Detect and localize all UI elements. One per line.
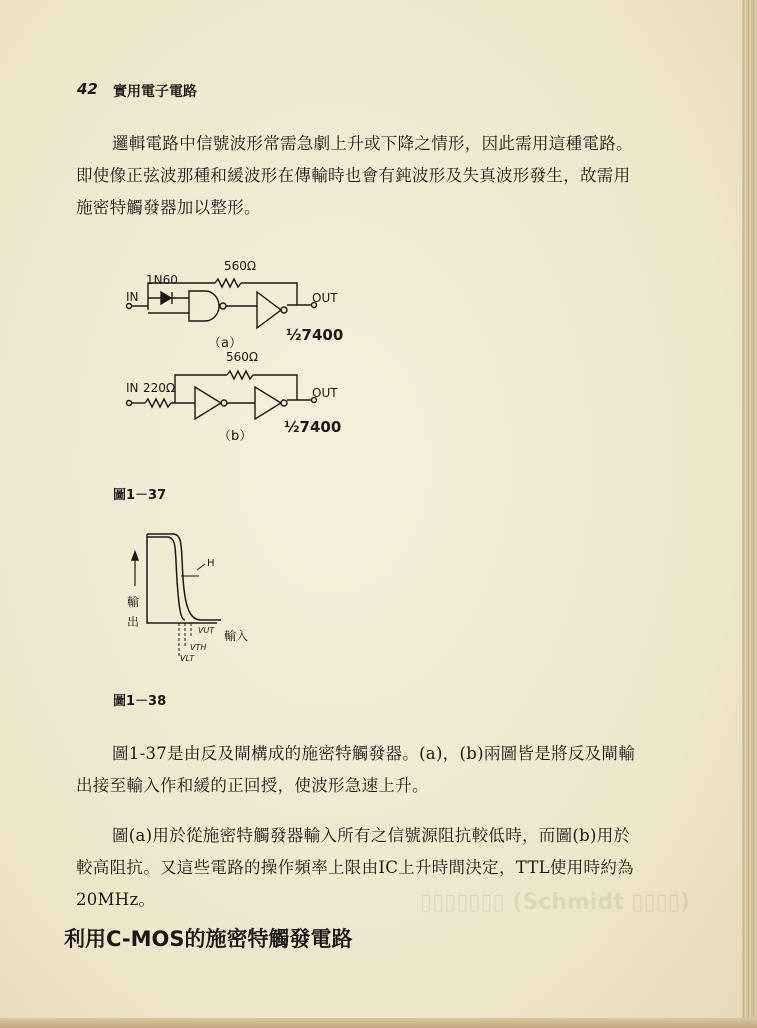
page-number: 42	[77, 80, 98, 98]
section-heading: 利用C-MOS的施密特觸發電路	[64, 927, 353, 951]
fig38-vut-label: VUT	[198, 626, 215, 635]
fig38-x-axis-label: 輸入	[224, 629, 249, 643]
fig-b-out-label: OUT	[312, 386, 338, 400]
fig38-y-axis-label: 輸出	[127, 595, 140, 629]
fig-b-in-label: IN	[126, 381, 139, 395]
fig-a-diode-label: 1N60	[146, 273, 178, 287]
fig-a-in-label: IN	[126, 290, 139, 304]
fig-a-sublabel: （a）	[208, 336, 242, 351]
fig-a-out-label: OUT	[312, 291, 338, 305]
fig-b-sublabel: （b）	[218, 429, 253, 444]
fig-a-resistor-label: 560Ω	[224, 259, 257, 273]
fig38-h-label: H	[207, 558, 215, 569]
intro-paragraph: 邏輯電路中信號波形常需急劇上升或下降之情形，因此需用這種電路。即使像正弦波那種和緩波形在傳輸時也會有鈍波形及失真波形發生，故需用施密特觸發器加以整形。	[76, 134, 633, 217]
fig-b-ic-label: ½7400	[284, 418, 342, 436]
figure-1-38-caption: 圖1－38	[113, 694, 167, 709]
paragraph-impedance: 圖(a)用於從施密特觸發器輸入所有之信號源阻抗較低時，而圖(b)用於較高阻抗。又這些電路的操作頻率上限由IC上升時間決定，TTL使用時約為20MHz。	[76, 826, 634, 909]
paragraph-figure-explanation: 圖1-37是由反及閘構成的施密特觸發器。(a)，(b)兩圖皆是將反及閘輸出接至輸入作和緩的正回授，使波形急速上升。	[76, 744, 636, 795]
fig-a-ic-label: ½7400	[286, 326, 344, 344]
fig38-vlt-label: VLT	[180, 654, 195, 663]
running-title: 實用電子電路	[113, 84, 197, 100]
page-bottom-edge	[0, 1018, 757, 1028]
figure-1-37-caption: 圖1－37	[113, 488, 167, 503]
page-edge	[742, 0, 757, 1028]
fig-b-in-resistor-label: 220Ω	[143, 381, 176, 395]
fig-b-resistor-label: 560Ω	[226, 350, 259, 364]
fig38-vth-label: VTH	[190, 643, 207, 652]
bleed-through-text: ▯▯▯▯▯▯▯ (Schmidt ▯▯▯▯)	[420, 890, 690, 915]
